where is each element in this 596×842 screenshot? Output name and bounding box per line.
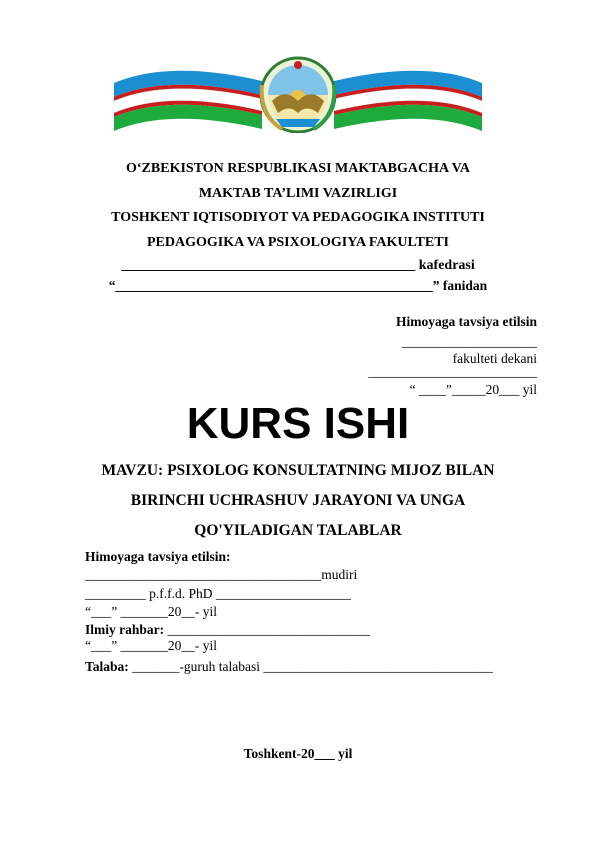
faculty-name: PEDAGOGIKA VA PSIXOLOGIYA FAKULTETI: [147, 235, 449, 250]
state-emblem-image: [112, 55, 484, 133]
document-title: KURS ISHI: [186, 399, 410, 448]
institute-name: TOSHKENT IQTISODIYOT VA PEDAGOGIKA INSTITUTI: [111, 210, 485, 225]
supervisor-signature-line: ______________________________: [164, 622, 370, 637]
ministry-line-1: O‘ZBEKISTON RESPUBLIKASI MAKTABGACHA VA: [126, 161, 470, 176]
approval-signature-line: ____________________: [402, 334, 537, 349]
dean-label: fakulteti dekani: [452, 351, 537, 366]
emblem-icon: [261, 58, 335, 132]
dean-signature-line: _________________________: [368, 364, 537, 379]
right-flag-icon: [334, 71, 482, 131]
city-year: Toshkent-20___ yil: [243, 746, 353, 761]
topic-line-2: BIRINCHI UCHRASHUV JARAYONI VA UNGA: [130, 492, 466, 509]
date-line-1: “___” _______20__- yil: [85, 604, 217, 619]
approval-title: Himoyaga tavsiya etilsin: [396, 314, 537, 329]
department-line: __________________________________________ kafedrasi: [121, 258, 475, 273]
supervisor-line: [85, 622, 370, 638]
head-signature-line: ___________________________________mudiri: [85, 567, 358, 582]
topic-line-1: MAVZU: PSIXOLOG KONSULTATNING MIJOZ BILAN: [101, 462, 495, 479]
subject-line: “_______________________________________________” fanidan: [108, 278, 488, 293]
student-label: Talaba:: [85, 659, 129, 674]
date-line-2: “___” _______20__- yil: [85, 638, 217, 653]
topic-line-3: QO'YILADIGAN TALABLAR: [194, 522, 402, 539]
student-group-line: _______-guruh talabasi __________________________________: [128, 659, 493, 674]
recommend-label: Himoyaga tavsiya etilsin:: [85, 549, 231, 564]
approval-date: “ ____”_____20___ yil: [409, 382, 537, 397]
left-flag-icon: [114, 71, 262, 131]
student-line: [85, 659, 493, 675]
supervisor-label: Ilmiy rahbar:: [85, 622, 165, 637]
ministry-line-2: MAKTAB TA’LIMI VAZIRLIGI: [198, 186, 398, 201]
phd-line: _________ p.f.f.d. PhD ____________________: [85, 586, 351, 601]
